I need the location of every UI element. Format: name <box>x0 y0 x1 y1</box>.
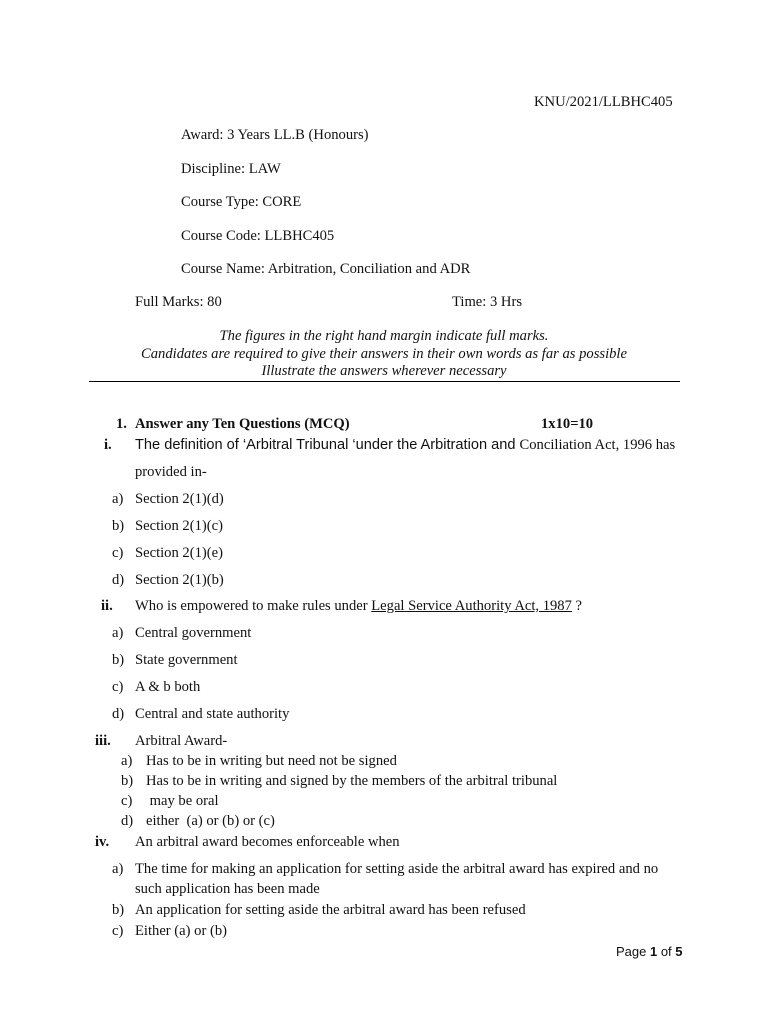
question-number: iii. <box>95 733 111 749</box>
question-number: i. <box>104 437 112 453</box>
option-label: d) <box>112 572 125 588</box>
option-label: c) <box>112 923 124 939</box>
option-label: d) <box>112 706 125 722</box>
option-label: b) <box>121 773 134 789</box>
section-number: 1. <box>116 416 127 432</box>
question-text: An arbitral award becomes enforceable when <box>135 834 400 850</box>
act-reference: Legal Service Authority Act, 1987 <box>371 598 572 614</box>
award: Award: 3 Years LL.B (Honours) <box>181 127 369 143</box>
instruction-line: Illustrate the answers wherever necessary <box>261 363 507 379</box>
question-text <box>135 598 582 615</box>
discipline: Discipline: LAW <box>181 161 281 177</box>
option-text: Either (a) or (b) <box>135 923 227 939</box>
question-number: ii. <box>101 598 113 614</box>
section-title: Answer any Ten Questions (MCQ) <box>135 416 350 432</box>
option-text: either (a) or (b) or (c) <box>146 813 275 829</box>
option-label: b) <box>112 518 125 534</box>
instruction-line: The figures in the right hand margin indicate full marks. <box>219 328 549 344</box>
option-text: Section 2(1)(d) <box>135 491 224 507</box>
option-label: c) <box>112 679 124 695</box>
page-current: 1 <box>649 944 658 959</box>
option-label: a) <box>112 625 124 641</box>
option-text: may be oral <box>146 793 219 809</box>
option-text: Central government <box>135 625 252 641</box>
option-label: a) <box>112 491 124 507</box>
option-text: Has to be in writing and signed by the members of the arbitral tribunal <box>146 773 558 789</box>
instruction-line: Candidates are required to give their answers in their own words as far as possible <box>141 346 627 362</box>
option-text: State government <box>135 652 238 668</box>
option-label: c) <box>121 793 133 809</box>
divider <box>89 381 680 382</box>
option-label: d) <box>121 813 134 829</box>
question-text-part: The definition of ‘Arbitral Tribunal ‘under the Arbitration and <box>135 437 520 453</box>
paper-code: KNU/2021/LLBHC405 <box>534 94 673 110</box>
option-label: c) <box>112 545 124 561</box>
option-text: Section 2(1)(c) <box>135 518 223 534</box>
page-number <box>616 944 683 959</box>
time-allowed: Time: 3 Hrs <box>452 294 523 310</box>
option-label: a) <box>121 753 133 769</box>
option-text-line2: such application has been made <box>135 881 320 897</box>
option-label: b) <box>112 902 125 918</box>
section-marks: 1x10=10 <box>541 416 594 432</box>
question-text-part: Who is empowered to make rules under <box>135 598 372 614</box>
full-marks: Full Marks: 80 <box>135 294 222 310</box>
option-text: Section 2(1)(b) <box>135 572 224 588</box>
course-name: Course Name: Arbitration, Conciliation and ADR <box>181 261 471 277</box>
page-of: of <box>657 944 676 959</box>
option-text: A & b both <box>135 679 201 695</box>
option-text: Section 2(1)(e) <box>135 545 223 561</box>
course-code: Course Code: LLBHC405 <box>181 228 335 244</box>
question-text: Arbitral Award- <box>135 733 228 749</box>
option-text: Has to be in writing but need not be signed <box>146 753 397 769</box>
option-text: Central and state authority <box>135 706 290 722</box>
option-label: b) <box>112 652 125 668</box>
option-label: a) <box>112 861 124 877</box>
question-number: iv. <box>95 834 110 850</box>
question-text-part: Conciliation Act, 1996 has <box>519 437 676 453</box>
option-text: The time for making an application for setting aside the arbitral award has expired and no <box>135 861 659 877</box>
page-prefix: Page <box>616 944 650 959</box>
course-type: Course Type: CORE <box>181 194 302 210</box>
question-text <box>135 437 675 454</box>
question-text-part: ? <box>571 598 583 614</box>
question-text-line2: provided in- <box>135 464 207 480</box>
page-total: 5 <box>675 944 683 959</box>
option-text: An application for setting aside the arbitral award has been refused <box>135 902 526 918</box>
